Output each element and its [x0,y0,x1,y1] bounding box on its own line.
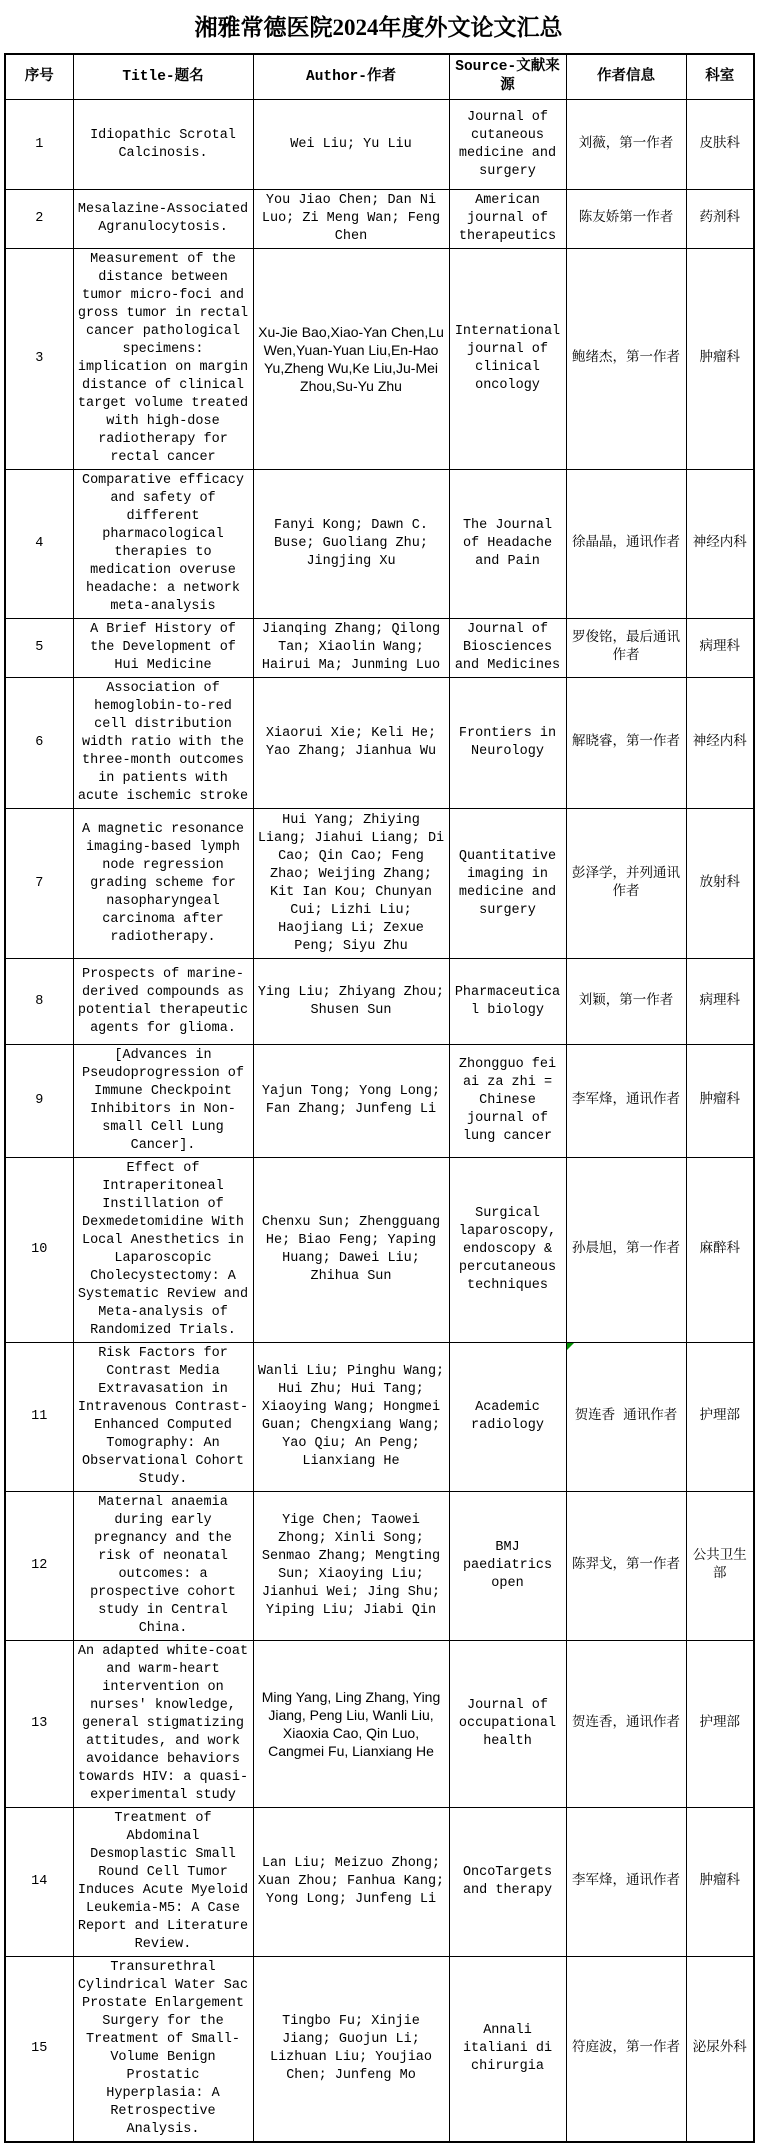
cell-source: Frontiers in Neurology [449,678,566,809]
cell-no: 4 [5,470,73,619]
cell-author-info: 贺连香，通讯作者 [566,1641,686,1808]
table-row [5,1158,754,1343]
cell-title: Measurement of the distance between tumor micro-foci and gross tumor in rectal cancer pathological specimens: implication on margin distance of clinical target volume treated with high-dose radiotherapy for rectal cancer [73,249,253,470]
cell-source: BMJ paediatrics open [449,1492,566,1641]
cell-no: 7 [5,809,73,959]
cell-author-info: 孙晨旭，第一作者 [566,1158,686,1343]
table-row [5,190,754,249]
cell-title: [Advances in Pseudoprogression of Immune Checkpoint Inhibitors in Non-small Cell Lung Cancer]. [73,1045,253,1158]
cell-no: 12 [5,1492,73,1641]
table-row [5,959,754,1045]
table-row [5,470,754,619]
cell-source: The Journal of Headache and Pain [449,470,566,619]
cell-author: You Jiao Chen; Dan Ni Luo; Zi Meng Wan; Feng Chen [253,190,449,249]
cell-department: 放射科 [686,809,754,959]
table-row [5,1808,754,1957]
cell-title: Mesalazine-Associated Agranulocytosis. [73,190,253,249]
cell-author: Xiaorui Xie; Keli He; Yao Zhang; Jianhua Wu [253,678,449,809]
header-department: 科室 [686,54,754,100]
cell-author: Xu-Jie Bao,Xiao-Yan Chen,Lu Wen,Yuan-Yuan Liu,En-Hao Yu,Zheng Wu,Ke Liu,Ju-Mei Zhou,Su-Yu Zhu [253,249,449,470]
table-row [5,1343,754,1492]
table-row [5,1641,754,1808]
cell-source: Academic radiology [449,1343,566,1492]
cell-no: 10 [5,1158,73,1343]
cell-author-info: 罗俊铭，最后通讯作者 [566,619,686,678]
header-row [5,54,754,100]
cell-author: Hui Yang; Zhiying Liang; Jiahui Liang; Di Cao; Qin Cao; Feng Zhao; Weijing Zhang; Kit Ian Kou; Chunyan Cui; Lizhi Liu; Haojiang Li; Zexue Peng; Siyu Zhu [253,809,449,959]
cell-department: 公共卫生部 [686,1492,754,1641]
header-author-info: 作者信息 [566,54,686,100]
cell-no: 13 [5,1641,73,1808]
cell-title: Treatment of Abdominal Desmoplastic Small Round Cell Tumor Induces Acute Myeloid Leukemia-M5: A Case Report and Literature Review. [73,1808,253,1957]
cell-title: Idiopathic Scrotal Calcinosis. [73,100,253,190]
cell-author: Lan Liu; Meizuo Zhong; Xuan Zhou; Fanhua Kang; Yong Long; Junfeng Li [253,1808,449,1957]
cell-title: A Brief History of the Development of Hui Medicine [73,619,253,678]
cell-no: 1 [5,100,73,190]
cell-author: Ying Liu; Zhiyang Zhou; Shusen Sun [253,959,449,1045]
cell-author: Chenxu Sun; Zhengguang He; Biao Feng; Yaping Huang; Dawei Liu; Zhihua Sun [253,1158,449,1343]
cell-author-info: 彭泽学，并列通讯作者 [566,809,686,959]
cell-department: 病理科 [686,959,754,1045]
header-no: 序号 [5,54,73,100]
cell-no: 8 [5,959,73,1045]
cell-author-info: 陈羿戈，第一作者 [566,1492,686,1641]
table-body [5,100,754,2143]
cell-title: Effect of Intraperitoneal Instillation of Dexmedetomidine With Local Anesthetics in Laparoscopic Cholecystectomy: A Systematic Review and Meta-analysis of Randomized Trials. [73,1158,253,1343]
table-row [5,249,754,470]
cell-author-info: 贺连香 通讯作者 [566,1343,686,1492]
cell-department: 护理部 [686,1641,754,1808]
cell-source: Quantitative imaging in medicine and surgery [449,809,566,959]
table-row [5,1045,754,1158]
table-row [5,1492,754,1641]
cell-source: Journal of cutaneous medicine and surgery [449,100,566,190]
cell-author: Ming Yang, Ling Zhang, Ying Jiang, Peng Liu, Wanli Liu, Xiaoxia Cao, Qin Luo, Cangmei Fu, Lianxiang He [253,1641,449,1808]
cell-source: Annali italiani di chirurgia [449,1957,566,2143]
cell-no: 14 [5,1808,73,1957]
cell-author-info: 刘薇，第一作者 [566,100,686,190]
cell-department: 神经内科 [686,678,754,809]
cell-author: Yige Chen; Taowei Zhong; Xinli Song; Senmao Zhang; Mengting Sun; Xiaoying Liu; Jianhui Wei; Jing Shu; Yiping Liu; Jiabi Qin [253,1492,449,1641]
table-row [5,619,754,678]
cell-author: Wanli Liu; Pinghu Wang; Hui Zhu; Hui Tang; Xiaoying Wang; Hongmei Guan; Chengxiang Wang; Yao Qiu; An Peng; Lianxiang He [253,1343,449,1492]
table-row [5,809,754,959]
cell-no: 3 [5,249,73,470]
cell-source: International journal of clinical oncology [449,249,566,470]
cell-title: Prospects of marine-derived compounds as potential therapeutic agents for glioma. [73,959,253,1045]
cell-no: 9 [5,1045,73,1158]
table-row [5,100,754,190]
cell-title: A magnetic resonance imaging-based lymph node regression grading scheme for nasopharyngeal carcinoma after radiotherapy. [73,809,253,959]
cell-author-info: 李军烽，通讯作者 [566,1808,686,1957]
cell-department: 肿瘤科 [686,1045,754,1158]
cell-author: Tingbo Fu; Xinjie Jiang; Guojun Li; Lizhuan Liu; Youjiao Chen; Junfeng Mo [253,1957,449,2143]
cell-department: 皮肤科 [686,100,754,190]
cell-author: Wei Liu; Yu Liu [253,100,449,190]
cell-title: An adapted white-coat and warm-heart intervention on nurses' knowledge, general stigmatizing attitudes, and work avoidance behaviors towards HIV: a quasi-experimental study [73,1641,253,1808]
page-title: 湘雅常德医院2024年度外文论文汇总 [194,15,563,40]
cell-title: Risk Factors for Contrast Media Extravasation in Intravenous Contrast-Enhanced Computed Tomography: An Observational Cohort Study. [73,1343,253,1492]
cell-author-info: 陈友娇第一作者 [566,190,686,249]
cell-author-info: 鲍绪杰，第一作者 [566,249,686,470]
cell-source: Surgical laparoscopy, endoscopy & percutaneous techniques [449,1158,566,1343]
cell-department: 药剂科 [686,190,754,249]
cell-author-info: 解晓睿，第一作者 [566,678,686,809]
cell-title: Association of hemoglobin-to-red cell distribution width ratio with the three-month outcomes in patients with acute ischemic stroke [73,678,253,809]
table-row [5,1957,754,2143]
papers-table [4,53,755,2143]
cell-title: Transurethral Cylindrical Water Sac Prostate Enlargement Surgery for the Treatment of Small-Volume Benign Prostatic Hyperplasia: A Retrospective Analysis. [73,1957,253,2143]
cell-author: Fanyi Kong; Dawn C. Buse; Guoliang Zhu; Jingjing Xu [253,470,449,619]
cell-source: Journal of Biosciences and Medicines [449,619,566,678]
cell-author-info: 符庭波，第一作者 [566,1957,686,2143]
cell-no: 6 [5,678,73,809]
cell-author-info: 徐晶晶，通讯作者 [566,470,686,619]
cell-author-info: 李军烽，通讯作者 [566,1045,686,1158]
header-source: Source-文献来源 [449,54,566,100]
cell-title: Maternal anaemia during early pregnancy and the risk of neonatal outcomes: a prospective cohort study in Central China. [73,1492,253,1641]
cell-department: 肿瘤科 [686,1808,754,1957]
cell-source: Zhongguo fei ai za zhi = Chinese journal of lung cancer [449,1045,566,1158]
cell-no: 5 [5,619,73,678]
cell-author-info: 刘颖，第一作者 [566,959,686,1045]
cell-department: 神经内科 [686,470,754,619]
cell-no: 2 [5,190,73,249]
cell-author: Jianqing Zhang; Qilong Tan; Xiaolin Wang; Hairui Ma; Junming Luo [253,619,449,678]
cell-source: American journal of therapeutics [449,190,566,249]
cell-department: 病理科 [686,619,754,678]
header-author: Author-作者 [253,54,449,100]
cell-source: OncoTargets and therapy [449,1808,566,1957]
cell-department: 肿瘤科 [686,249,754,470]
cell-source: Pharmaceutical biology [449,959,566,1045]
cell-no: 15 [5,1957,73,2143]
cell-department: 麻醉科 [686,1158,754,1343]
table-row [5,678,754,809]
cell-title: Comparative efficacy and safety of different pharmacological therapies to medication overuse headache: a network meta-analysis [73,470,253,619]
header-title: Title-题名 [73,54,253,100]
cell-department: 护理部 [686,1343,754,1492]
cell-author: Yajun Tong; Yong Long; Fan Zhang; Junfeng Li [253,1045,449,1158]
cell-no: 11 [5,1343,73,1492]
cell-source: Journal of occupational health [449,1641,566,1808]
cell-department: 泌尿外科 [686,1957,754,2143]
